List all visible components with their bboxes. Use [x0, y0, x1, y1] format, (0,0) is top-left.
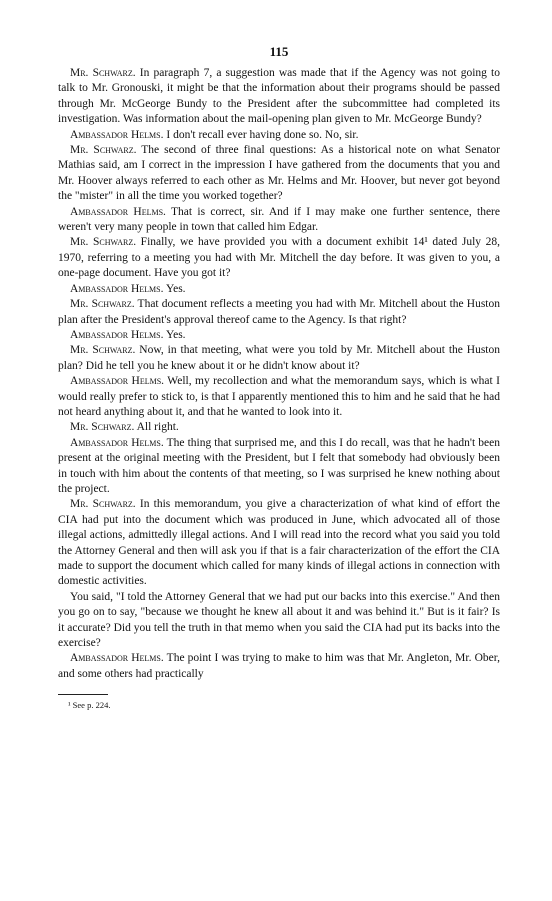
paragraph-3: [58, 143, 500, 205]
paragraph-text: That document reflects a meeting you had with Mr. Mitchell about the Huston plan after the President's approval thereof came to the Agency. Is that right?: [58, 298, 500, 326]
paragraph-12: [58, 436, 500, 498]
paragraph-text: Finally, we have provided you with a document exhibit 14¹ dated July 28, 1970, referring to a meeting you had with Mr. Mitchell the day before. It was given to you, a one-page document. Have you got it?: [58, 236, 500, 280]
footnote: ¹ See p. 224.: [68, 700, 111, 711]
paragraph-13: [58, 497, 500, 589]
paragraph-4: [58, 205, 500, 236]
speaker-label: Mr. Schwarz.: [70, 298, 135, 311]
transcript-body: [58, 66, 500, 682]
speaker-label: Ambassador Helms.: [70, 128, 164, 141]
speaker-label: Mr. Schwarz.: [70, 498, 136, 511]
paragraph-text: You said, "I told the Attorney General that we had put our backs into this exercise." And then you go on to say, "because we thought he knew all about it and was behind it." But is it fair? Is it accurate? Did you tell the truth in that memo when you said the CIA had put its backs into the exercise?: [58, 590, 500, 650]
paragraph-text: In paragraph 7, a suggestion was made that if the Agency was not going to talk to Mr. Gronouski, it might be that the information about their programs should be passed through Mr. McGeorge Bundy to the President after the subcommittee had completed its investigation. Was information about the mail-opening plan given to Mr. McGeorge Bundy?: [58, 67, 501, 126]
speaker-label: Ambassador Helms.: [70, 205, 166, 218]
paragraph-text: Yes.: [163, 328, 186, 341]
page-number: 115: [269, 44, 289, 59]
speaker-label: Ambassador Helms.: [70, 652, 164, 665]
paragraph-9: [58, 343, 500, 374]
paragraph-5: [58, 235, 500, 281]
paragraph-text: In this memorandum, you give a characterization of what kind of effort the CIA had put into the document which was produced in June, which advocated all of those illegal actions, admittedly illegal actions. And I will read into the record what you said you told the Attorney General and then will ask you if that is a fair characterization of the effort the CIA made to support the document which called for many kinds of illegal actions in connection with domestic activities.: [58, 498, 501, 588]
speaker-label: Ambassador Helms.: [70, 282, 164, 295]
paragraph-text: The thing that surprised me, and this I do recall, was that he hadn't been present at the original meeting with the President, but I felt that somebody had obviously been in touch with him about the contents of that meeting, so I was surprised he knew nothing about the project.: [58, 436, 500, 495]
speaker-label: Mr. Schwarz.: [70, 144, 137, 157]
speaker-label: Ambassador Helms.: [70, 436, 164, 449]
paragraph-text: The second of three final questions: As a historical note on what Senator Mathias said, am I correct in the impression I have gathered from the documents that you and Mr. Hoover always referred to each other as Mr. Helms and Mr. Hoover, but never got beyond the "mister" in all the time you worked together?: [58, 144, 501, 203]
paragraph-6: [58, 282, 500, 297]
document-page: [58, 44, 500, 711]
speaker-label: Ambassador Helms.: [70, 375, 165, 388]
speaker-label: Mr. Schwarz.: [70, 344, 136, 357]
paragraph-text: All right.: [134, 421, 179, 434]
paragraph-7: [58, 297, 500, 328]
paragraph-1: [58, 66, 500, 128]
paragraph-10: [58, 374, 500, 420]
paragraph-15: [58, 651, 500, 682]
paragraph-text: Well, my recollection and what the memorandum says, which is what I would really prefer to stick to, is that I apparently mentioned this to him and he said that he had not heard anything about it, and that he wanted to look into it.: [58, 375, 500, 418]
speaker-label: Ambassador Helms.: [70, 328, 164, 341]
paragraph-text: I don't recall ever having done so. No, sir.: [163, 128, 359, 141]
paragraph-text: Yes.: [163, 282, 186, 295]
footnote-divider: [58, 694, 108, 695]
paragraph-text: The point I was trying to make to him was that Mr. Angleton, Mr. Ober, and some others had practically: [58, 652, 500, 680]
paragraph-14: [58, 590, 500, 652]
paragraph-8: [58, 328, 500, 343]
paragraph-text: That is correct, sir. And if I may make one further sentence, there weren't very many people in town that called him Edgar.: [58, 205, 500, 234]
paragraph-11: [58, 420, 500, 435]
speaker-label: Mr. Schwarz.: [70, 421, 135, 434]
paragraph-2: [58, 128, 500, 143]
speaker-label: Mr. Schwarz.: [70, 236, 137, 249]
paragraph-text: Now, in that meeting, what were you told by Mr. Mitchell about the Huston plan? Did he tell you he knew about it or he didn't know about it?: [58, 344, 500, 372]
speaker-label: Mr. Schwarz.: [70, 67, 136, 79]
